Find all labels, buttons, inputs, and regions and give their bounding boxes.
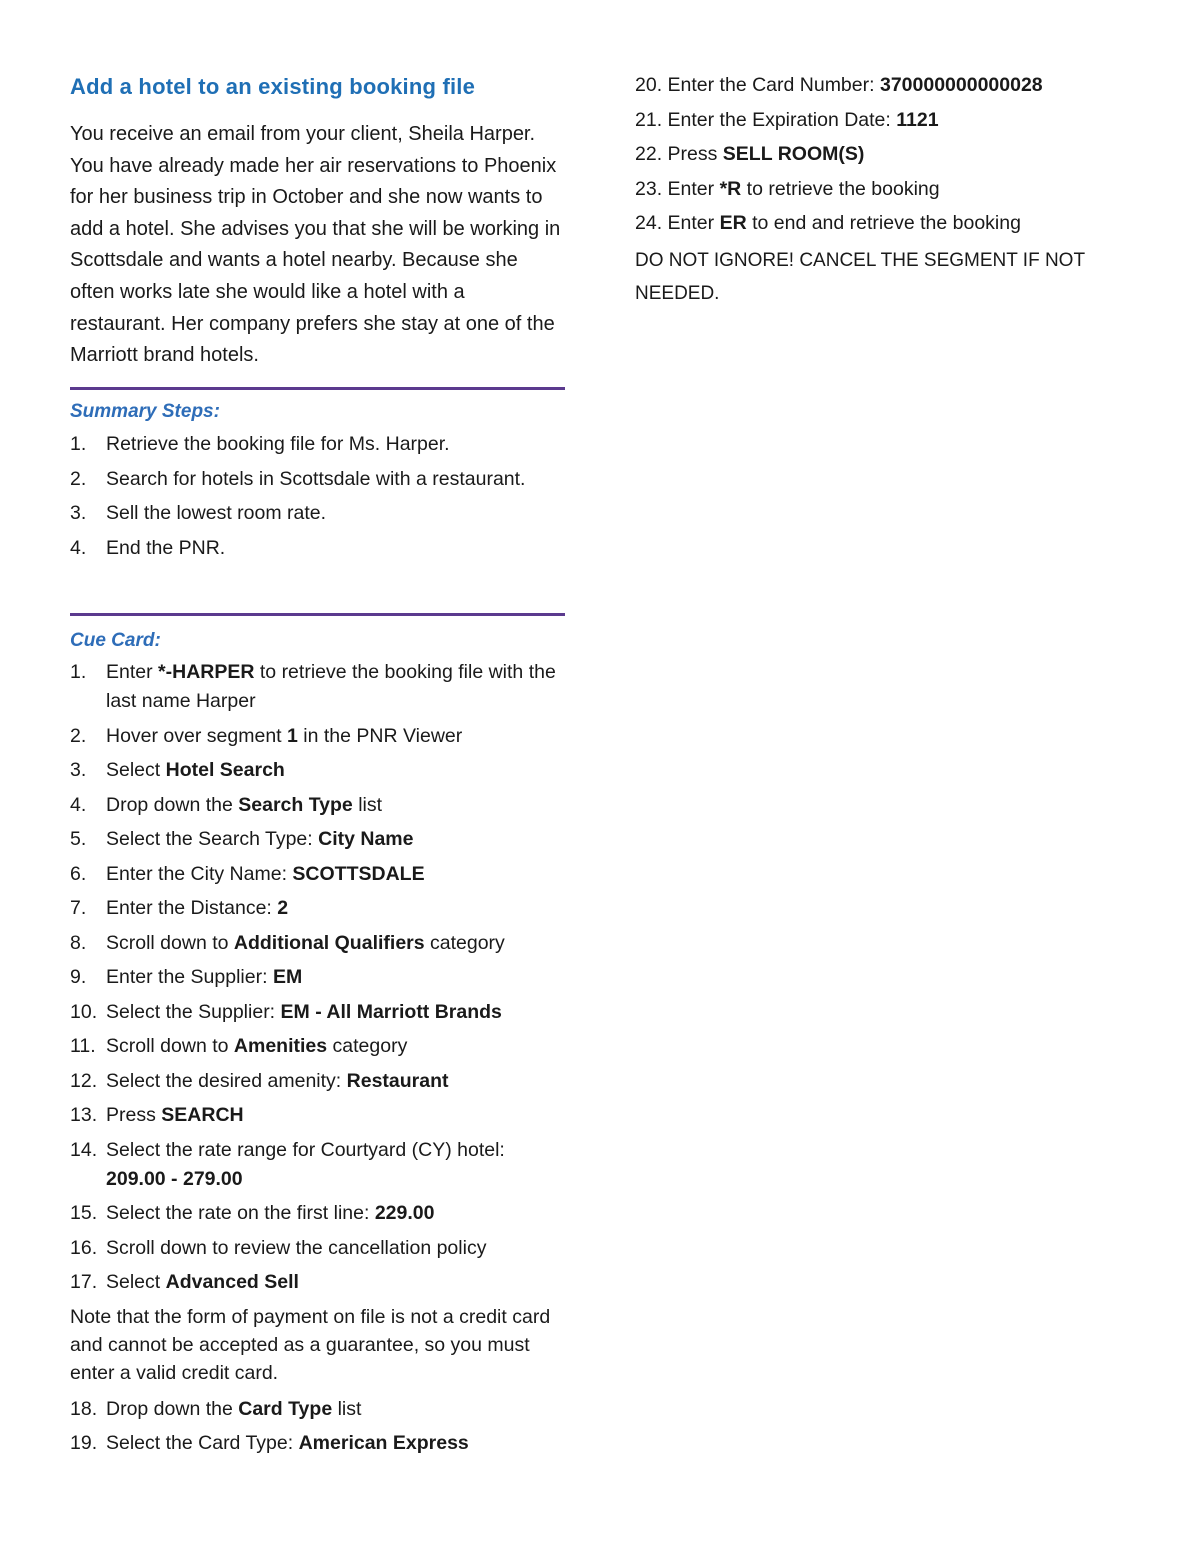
list-item: 3. Sell the lowest room rate.: [70, 502, 327, 524]
list-item: 24. Enter ER to end and retrieve the booking: [635, 212, 1021, 234]
list-item: 23. Enter *R to retrieve the booking: [635, 177, 940, 200]
cue-card-list: [70, 658, 565, 1464]
divider: [70, 387, 565, 390]
list-item: 2. Hover over segment 1 in the PNR Viewer: [70, 724, 463, 747]
list-item: 19. Select the Card Type: American Express: [70, 1432, 469, 1454]
list-item: 3. Select Hotel Search: [70, 759, 285, 781]
cue-card-list-continued: [635, 71, 1135, 310]
payment-note: Note that the form of payment on file is not a credit card and cannot be accepted as a guarantee, so you must enter a valid credit card.: [70, 1305, 551, 1384]
list-item: 17. Select Advanced Sell: [70, 1271, 299, 1293]
list-item: 22. Press SELL ROOM(S): [635, 143, 865, 165]
list-item: 15. Select the rate on the first line: 229.00: [70, 1202, 435, 1224]
list-item: 4. End the PNR.: [70, 536, 226, 559]
list-item: 1. Retrieve the booking file for Ms. Harper.: [70, 433, 450, 455]
cue-card-heading: Cue Card:: [70, 630, 161, 651]
list-item: 8. Scroll down to Additional Qualifiers category: [70, 931, 505, 954]
list-item: 10. Select the Supplier: EM - All Marriott Brands: [70, 1000, 502, 1023]
summary-heading: Summary Steps:: [70, 401, 220, 422]
summary-steps-list: [70, 430, 565, 568]
list-item: 18. Drop down the Card Type list: [70, 1397, 362, 1420]
list-item: 16. Scroll down to review the cancellation policy: [70, 1236, 487, 1259]
list-item: 12. Select the desired amenity: Restaurant: [70, 1069, 449, 1092]
list-item: 6. Enter the City Name: SCOTTSDALE: [70, 862, 425, 885]
list-item: 20. Enter the Card Number: 370000000000028: [635, 74, 1043, 96]
page-title: Add a hotel to an existing booking file: [70, 74, 476, 99]
list-item: 9. Enter the Supplier: EM: [70, 966, 303, 988]
list-item: 4. Drop down the Search Type list: [70, 793, 383, 816]
divider: [70, 613, 565, 616]
list-item: 21. Enter the Expiration Date: 1121: [635, 108, 939, 131]
list-item: 1. Enter *-HARPER to retrieve the booking file with the last name Harper: [70, 661, 556, 712]
list-item: 2. Search for hotels in Scottsdale with a restaurant.: [70, 467, 526, 490]
list-item: 11. Scroll down to Amenities category: [70, 1035, 408, 1057]
list-item: 5. Select the Search Type: City Name: [70, 828, 414, 850]
intro-paragraph: You receive an email from your client, Sheila Harper. You have already made her air reservations to Phoenix for her business trip in October and she now wants to add a hotel. She advises you that she will be working in Scottsdale and wants a hotel nearby. Because she often works late she would like a hotel with a restaurant. Her company prefers she stay at one of the Marriott brand hotels.: [70, 123, 561, 367]
list-item: 14. Select the rate range for Courtyard (CY) hotel: 209.00 - 279.00: [70, 1138, 505, 1190]
list-item: 7. Enter the Distance: 2: [70, 897, 289, 919]
list-item: 13. Press SEARCH: [70, 1104, 244, 1126]
warning-text: DO NOT IGNORE! CANCEL THE SEGMENT IF NOT NEEDED.: [635, 249, 1085, 304]
